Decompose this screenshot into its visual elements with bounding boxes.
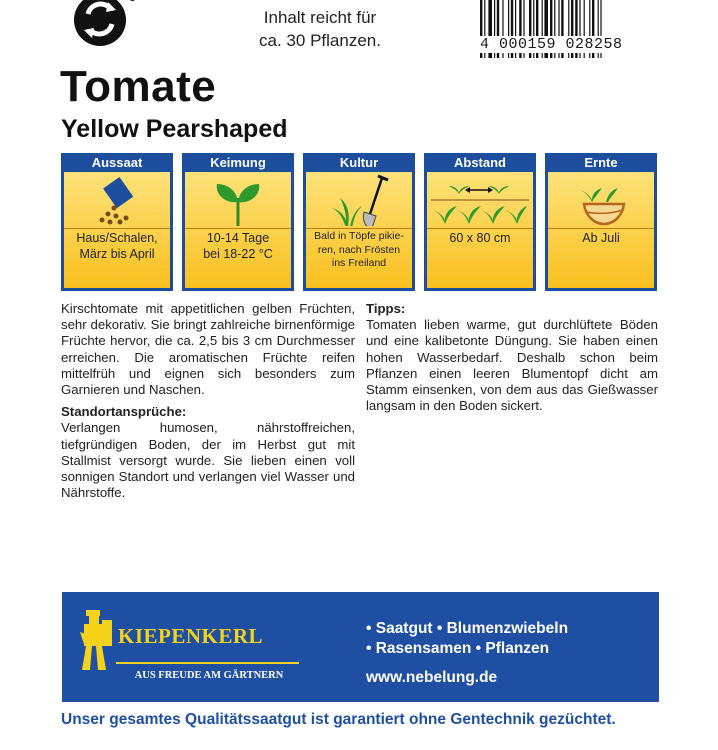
soil-line [306, 228, 412, 229]
tile-text-line: 10-14 Tage [206, 231, 270, 245]
tile-text-line: 60 x 80 cm [449, 231, 511, 245]
tile-label: Aussaat [91, 155, 143, 170]
brand-divider [116, 662, 299, 664]
soil-line [185, 228, 291, 229]
kiepenkerl-figure-icon [80, 610, 120, 672]
gmo-free-note: Unser gesamtes Qualitätssaatgut ist garantiert ohne Gentechnik gezüchtet. [61, 711, 616, 728]
tile-kultur [303, 153, 415, 291]
soil-line [548, 228, 654, 229]
tile-text-line: Haus/Schalen, [76, 231, 158, 245]
tips-text: Tomaten lieben warme, gut durchlüftete Böden und eine kalibetonte Düngung. Sie haben einen hohen Wasserbedarf. Deshalb schon beim Pflanzen einen leeren Blumentopf dicht am Stamm einsenken, von dem aus das Gießwasser langsam in den Boden sickert. [366, 317, 658, 414]
tile-label: Keimung [210, 155, 266, 170]
tile-ernte [545, 153, 657, 291]
harvest-bowl-icon [548, 174, 654, 226]
right-column [366, 301, 658, 420]
website-link[interactable]: www.nebelung.de [366, 669, 498, 686]
contents-line-2: ca. 30 Pflanzen. [259, 31, 381, 50]
product-title: Tomate [60, 62, 217, 111]
tile-aussaat [61, 153, 173, 291]
product-variety: Yellow Pearshaped [61, 115, 288, 143]
brand-slogan: AUS FREUDE AM GÄRTNERN [134, 670, 284, 681]
tile-text-line: ins Freiland [331, 257, 387, 269]
seed-packet-icon [64, 174, 170, 226]
seedling-icon [185, 174, 291, 226]
tile-text-line: Bald in Töpfe pikie- [314, 230, 404, 242]
product-categories [366, 619, 568, 659]
tile-text-line: bei 18-22 °C [203, 247, 273, 261]
tile-text [308, 230, 410, 271]
brand-name: KIEPENKERL [118, 624, 264, 648]
spacing-icon [427, 174, 533, 226]
tile-text-line: März bis April [79, 247, 155, 261]
tile-text [187, 230, 289, 262]
recycling-logo-icon [66, 0, 138, 50]
soil-line [64, 228, 170, 229]
left-column [61, 301, 355, 507]
tile-text-line: ren, nach Frösten [317, 243, 401, 256]
tile-keimung [182, 153, 294, 291]
categories-line-1: • Saatgut • Blumenzwiebeln [366, 620, 569, 637]
location-heading: Standortansprüche: [61, 404, 187, 420]
location-text: Verlangen humosen, nährstoffreichen, tiefgründigen Boden, der im Herbst gut mit Stallmist versorgt wurde. Sie lieben einen voll sonnigen Standort und verlangen viel Wasser und Nährstoffe. [61, 420, 355, 501]
tile-text [429, 230, 531, 246]
tile-label: Ernte [584, 155, 618, 170]
soil-line [427, 228, 533, 229]
tile-text [66, 230, 168, 262]
tile-abstand [424, 153, 536, 291]
barcode-number: 4 000159 028258 [478, 36, 655, 53]
tile-label: Kultur [339, 155, 379, 170]
contents-note [230, 6, 410, 52]
contents-line-1: Inhalt reicht für [263, 8, 377, 27]
tile-label: Abstand [454, 155, 506, 170]
plant-spade-icon [306, 174, 412, 226]
tile-text-line: Ab Juli [582, 231, 620, 245]
description-text: Kirschtomate mit appetitlichen gelben Früchten, sehr dekorativ. Sie bringt zahlreiche birnenförmige Früchte hervor, die ca. 2,5 bis 3 cm Durchmesser erreichen. Die aromatischen Früchte reifen mittelfrüh und eignen sich besonders zum Garnieren und Naschen. [61, 301, 355, 398]
tile-text [550, 230, 652, 246]
tips-heading: Tipps: [366, 301, 406, 316]
categories-line-2: • Rasensamen • Pflanzen [366, 640, 550, 657]
